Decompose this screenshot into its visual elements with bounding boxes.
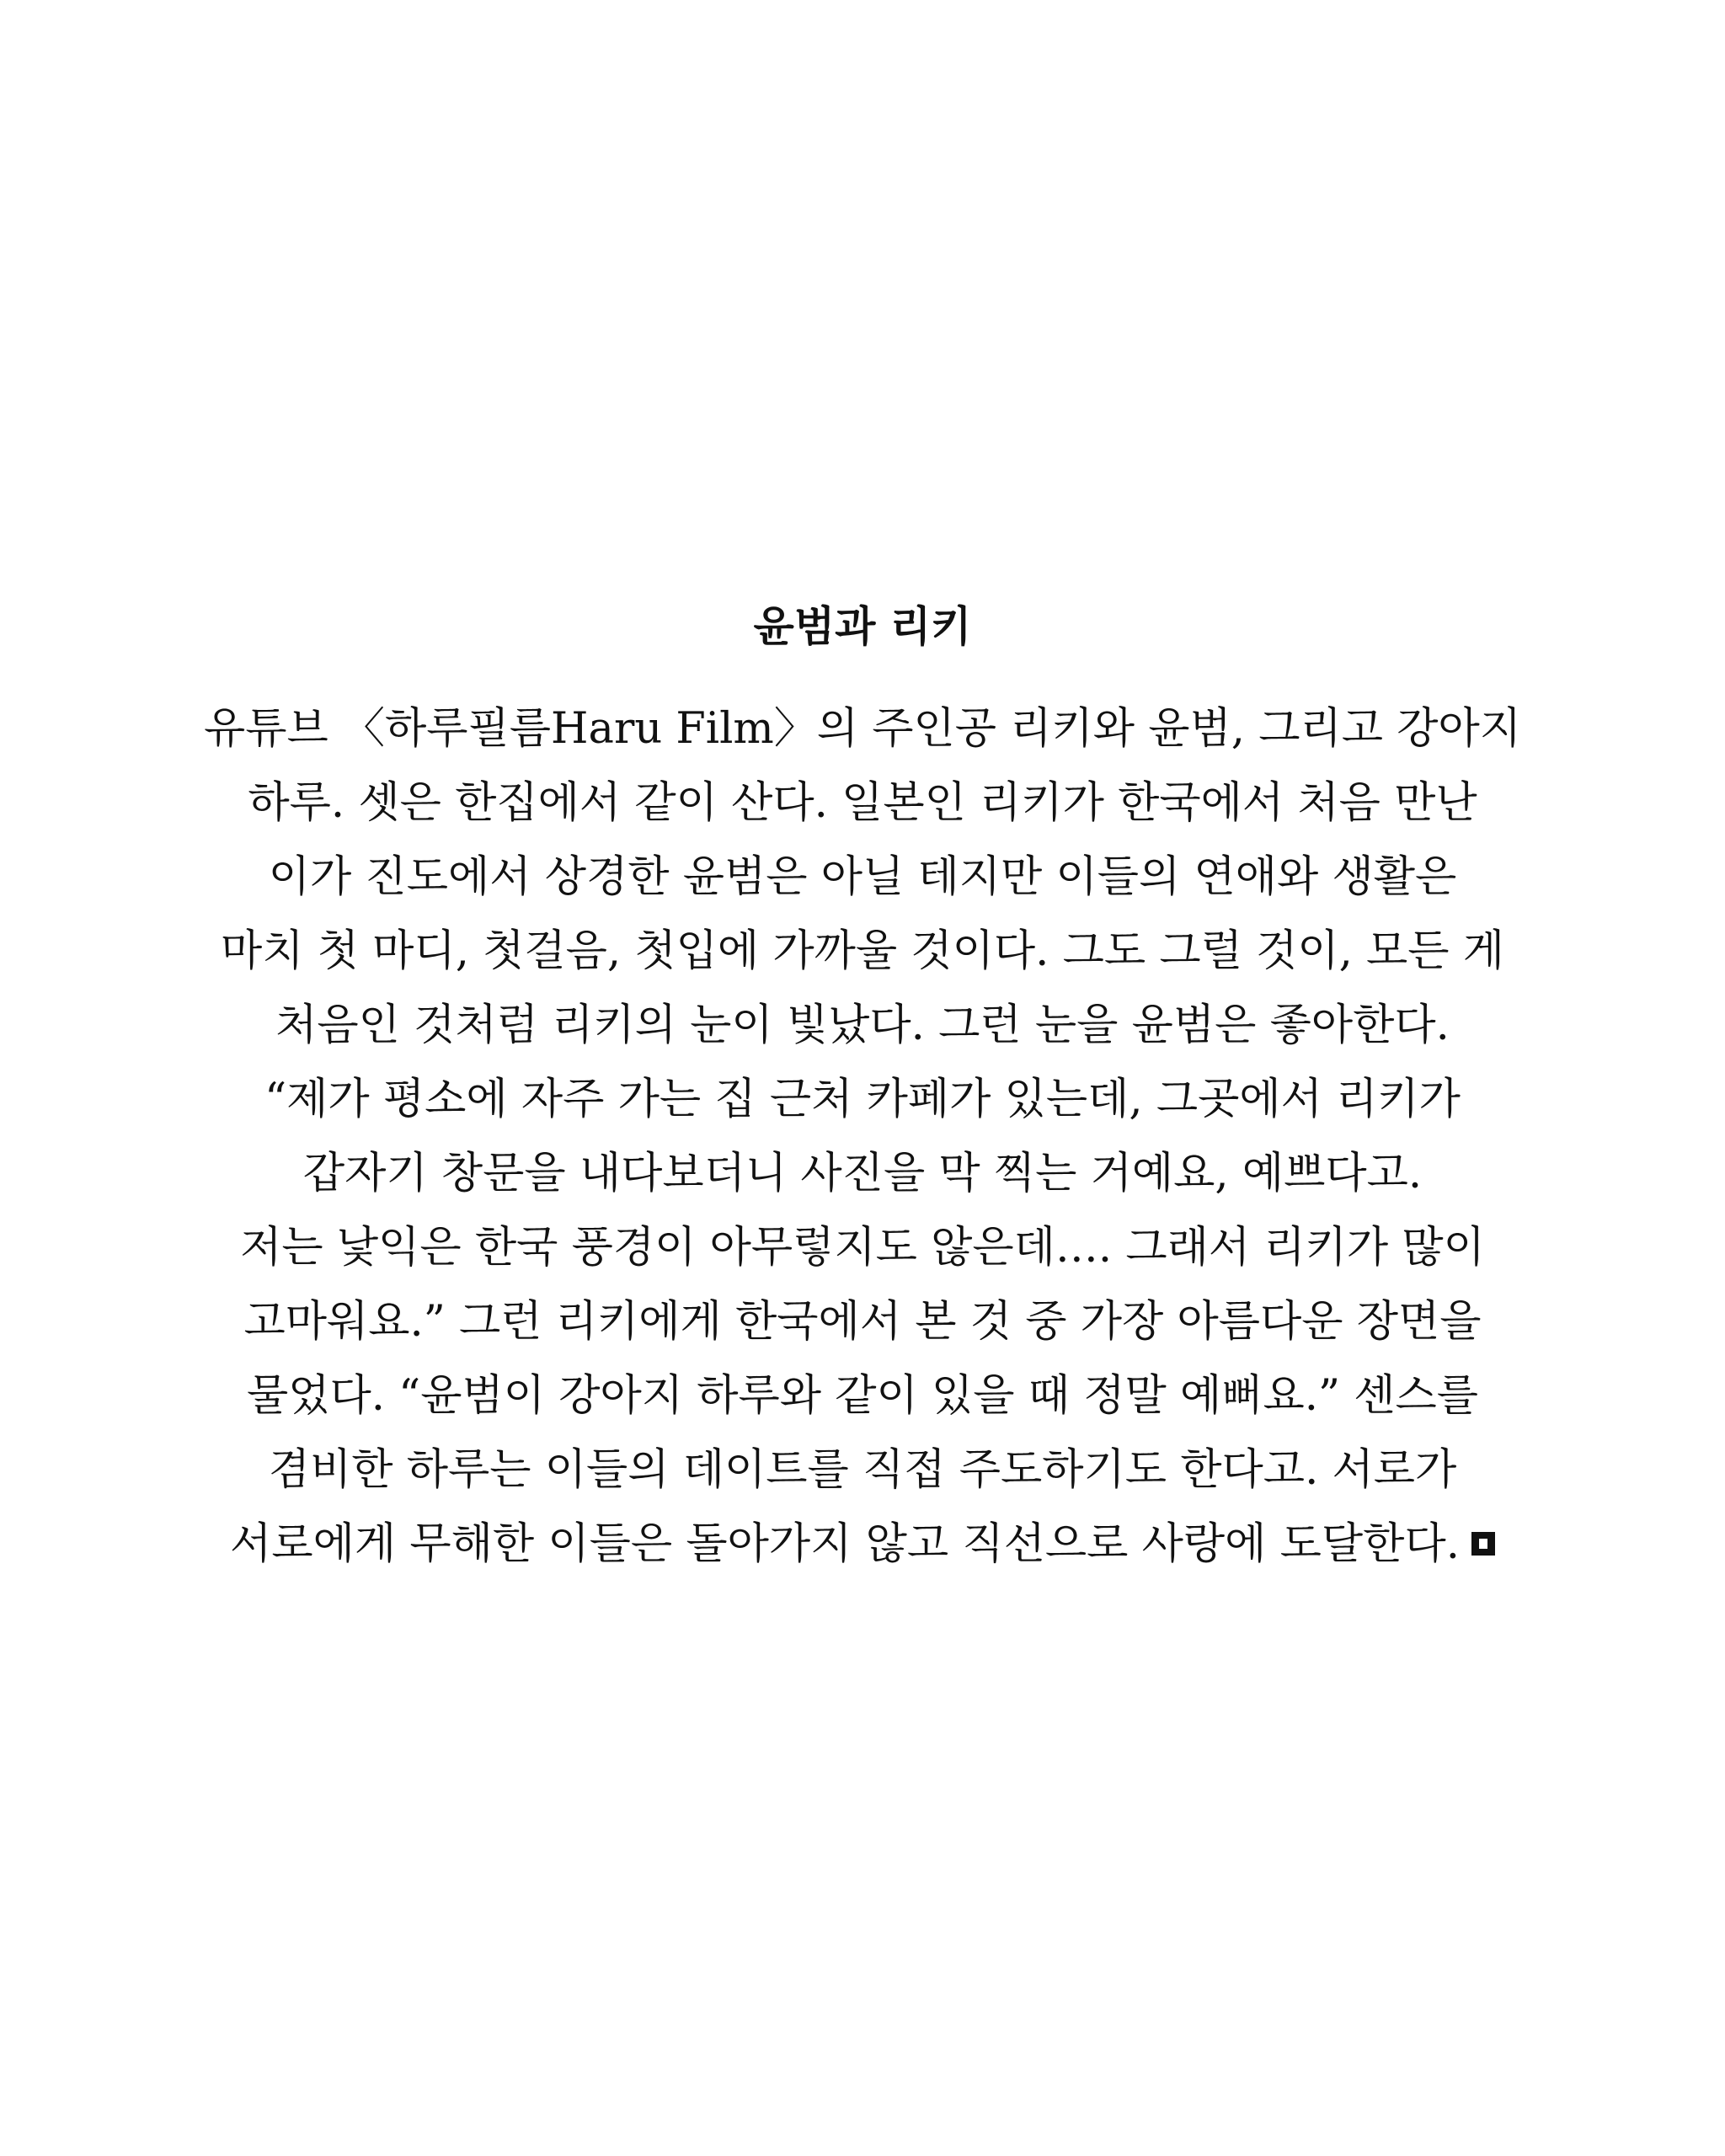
body-line: 저는 낯익은 한국 풍경이 아무렇지도 않은데…. 그래서 리키가 많이 [240, 1223, 1485, 1273]
body-line-last-text: 서로에게 무해한 이들은 돌아가지 않고 직선으로 사랑에 도달한다. [230, 1519, 1460, 1569]
body-line: 겸비한 하루는 이들의 데이트를 직접 주도하기도 한다고. 서로가 [268, 1445, 1457, 1495]
body-line: 하루. 셋은 한집에서 같이 산다. 일본인 리키가 한국에서 처음 만난 [248, 778, 1477, 828]
body-line: 고마워요.” 그런 리키에게 한국에서 본 것 중 가장 아름다운 장면을 [243, 1297, 1482, 1347]
end-of-article-square-icon [1471, 1532, 1495, 1556]
article-title: 윤범과 리키 [753, 602, 972, 651]
body-line: 마치 첫 마디, 첫걸음, 첫입에 가까울 것이다. 그도 그럴 것이, 모든 게 [220, 926, 1505, 976]
body-line-last [194, 1508, 1531, 1582]
body-line: 이가 진도에서 상경한 윤범은 아닐 테지만 이들의 연애와 생활은 [268, 852, 1457, 902]
body-line: 갑자기 창문을 내다보더니 사진을 막 찍는 거예요, 예쁘다고. [302, 1149, 1423, 1198]
article-body [194, 692, 1531, 1582]
body-line: 유튜브 〈하루필름Haru Film〉의 주인공 리키와 윤범, 그리고 강아지 [203, 704, 1522, 754]
body-line: 물었다. “윤범이 강아지 하루와 같이 있을 때 정말 예뻐요.” 센스를 [246, 1371, 1479, 1421]
body-line: 처음인 것처럼 리키의 눈이 빛났다. 그런 눈을 윤범은 좋아한다. [275, 1001, 1450, 1050]
body-line: “제가 평소에 자주 가는 집 근처 카페가 있는데, 그곳에서 리키가 [264, 1075, 1461, 1124]
